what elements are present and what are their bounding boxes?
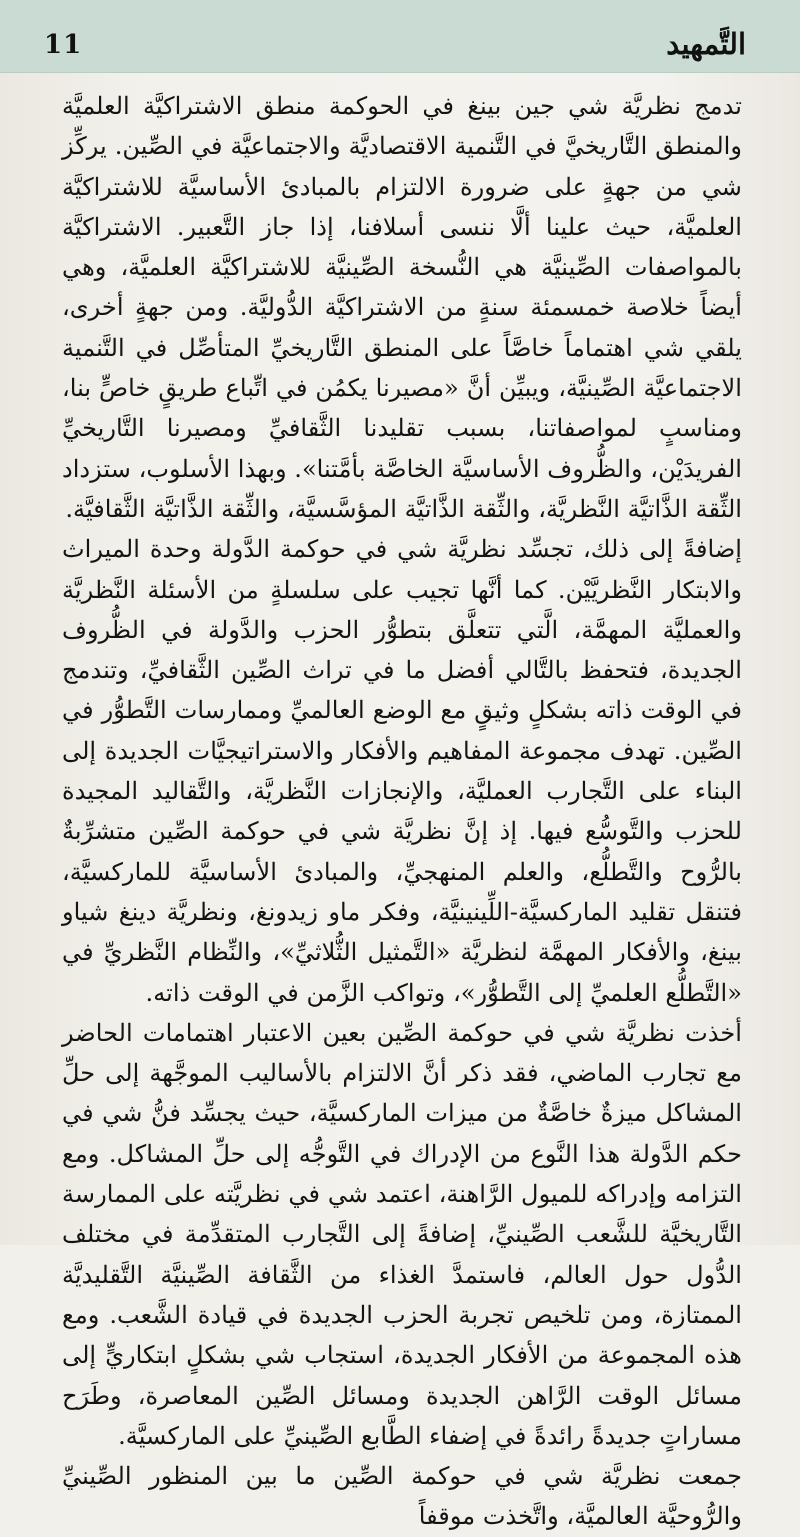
chapter-title: التَّمهيد: [666, 27, 746, 61]
paragraph-3: أخذت نظريَّة شي في حوكمة الصِّين بعين الاعتبار اهتمامات الحاضر مع تجارب الماضي، فقد ذكر أنَّ الالتزام بالأساليب الموجَّهة إلى حلِّ المشاكل ميزةٌ خاصَّةٌ من ميزات الماركسيَّة، حيث يجسِّد فنُّ شي في حكم الدَّولة هذا النَّوع من الإدراك في التَّوجُّه إلى حلِّ المشاكل. ومع التزامه وإدراكه للميول الرَّاهنة، اعتمد شي في نظريَّته على الممارسة التَّاريخيَّة للشَّعب الصِّينيِّ، إضافةً إلى التَّجارب المتقدِّمة في مختلف الدُّول حول العالم، فاستمدَّ الغذاء من الثَّقافة الصِّينيَّة التَّقليديَّة الممتازة، ومن تلخيص تجربة الحزب الجديدة في قيادة الشَّعب. ومع هذه المجموعة من الأفكار الجديدة، استجاب شي بشكلٍ ابتكاريٍّ إلى مسائل الوقت الرَّاهن الجديدة ومسائل الصِّين المعاصرة، وطَرَح مساراتٍ جديدةً رائدةً في إضفاء الطَّابع الصِّينيِّ على الماركسيَّة.: [62, 1018, 742, 1450]
paragraph-1: تدمج نظريَّة شي جين بينغ في الحوكمة منطق الاشتراكيَّة العلميَّة والمنطق التَّاريخيَّ في التَّنمية الاقتصاديَّة والاجتماعيَّة في الصِّين. يركِّز شي من جهةٍ على ضرورة الالتزام بالمبادئ الأساسيَّة للاشتراكيَّة العلميَّة، حيث علينا ألَّا ننسى أسلافنا، إذا جاز التَّعبير. الاشتراكيَّة بالمواصفات الصِّينيَّة هي النُّسخة الصِّينيَّة للاشتراكيَّة العلميَّة، وهي أيضاً خلاصة خمسمئة سنةٍ من الاشتراكيَّة الدُّوليَّة. ومن جهةٍ أخرى، يلقي شي اهتماماً خاصَّاً على المنطق التَّاريخيِّ المتأصِّل في التَّنمية الاجتماعيَّة الصِّينيَّة، ويبيِّن أنَّ «مصيرنا يكمُن في اتِّباع طريقٍ خاصٍّ بنا، ومناسبٍ لمواصفاتنا، بسبب تقليدنا الثَّقافيِّ ومصيرنا التَّاريخيِّ الفريدَيْن، والظُّروف الأساسيَّة الخاصَّة بأمَّتنا». وبهذا الأسلوب، ستزداد الثِّقة الذَّاتيَّة النَّظريَّة، والثِّقة الذَّاتيَّة المؤسَّسيَّة، والثِّقة الذَّاتيَّة الثَّقافيَّة.: [62, 92, 742, 523]
page-header: [0, 0, 800, 73]
paragraph-2: إضافةً إلى ذلك، تجسِّد نظريَّة شي في حوكمة الدَّولة وحدة الميراث والابتكار النَّظريَّيْن. كما أنَّها تجيب على سلسلةٍ من الأسئلة النَّظريَّة والعمليَّة المهمَّة، الَّتي تتعلَّق بتطوُّر الحزب والدَّولة في الظُّروف الجديدة، فتحفظ بالتَّالي أفضل ما في تراث الصِّين الثَّقافيِّ، وتندمج في الوقت ذاته بشكلٍ وثيقٍ مع الوضع العالميِّ وممارسات التَّطوُّر في الصِّين. تهدف مجموعة المفاهيم والأفكار والاستراتيجيَّات الجديدة إلى البناء على التَّجارب العمليَّة، والإنجازات النَّظريَّة، والتَّقاليد المجيدة للحزب والتَّوسُّع فيها. إذ إنَّ نظريَّة شي في حوكمة الصِّين متشرِّبةٌ بالرُّوح والتَّطلُّع، والعلم المنهجيِّ، والمبادئ الأساسيَّة للماركسيَّة، فتنقل تقليد الماركسيَّة-اللِّينينيَّة، وفكر ماو زيدونغ، ونظريَّة دينغ شياو بينغ، والأفكار المهمَّة لنظريَّة «التَّمثيل الثُّلاثيِّ»، والنِّظام النَّظريِّ في «التَّطلُّع العلميِّ إلى التَّطوُّر»، وتواكب الزَّمن في الوقت ذاته.: [62, 535, 742, 1007]
page-number: 11: [44, 30, 83, 60]
body-text: [62, 86, 742, 1537]
paragraph-4: جمعت نظريَّة شي في حوكمة الصِّين ما بين المنظور الصِّينيِّ والرُّوحيَّة العالميَّة، واتَّخذت موقفاً: [62, 1462, 742, 1531]
